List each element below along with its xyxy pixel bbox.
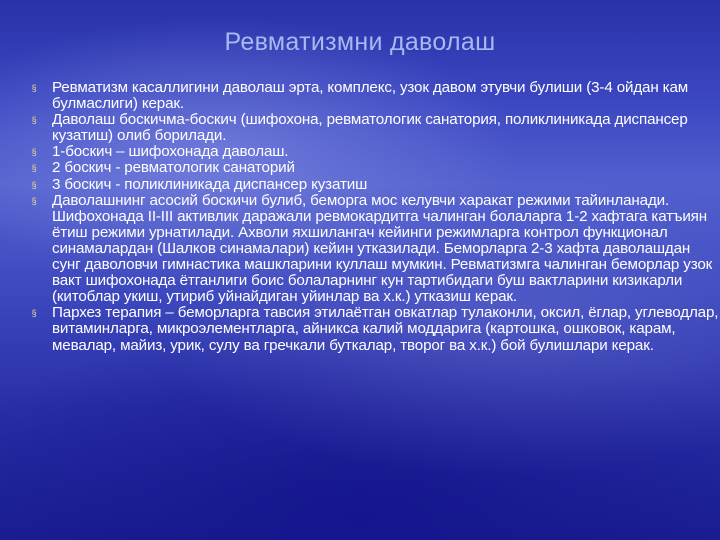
bullet-text: 1-боскич – шифохонада даволаш. bbox=[52, 143, 289, 161]
square-bullet-icon: § bbox=[31, 308, 37, 319]
square-bullet-icon: § bbox=[31, 163, 37, 174]
bullet-text: 2 боскич - ревматологик санаторий bbox=[52, 159, 295, 177]
bullet-list bbox=[30, 80, 720, 354]
square-bullet-icon: § bbox=[31, 179, 37, 190]
bullet-text: Пархез терапия – беморларга тавсия этилаётган овкатлар тулаконли, оксил, ёглар, углеводлар, витаминларга, микроэлементларга, айникса калий моддарига (картошка, ошковок, карам, мевалар, майиз, урик, сулу ва гречкали буткалар, творог ва х.к.) бой булишлари керак. bbox=[52, 304, 719, 354]
bullet-text: Даволашнинг асосий боскичи булиб, беморга мос келувчи харакат режими тайинланади. Шифохонада II-III активлик даражали ревмокардитга чалинган болаларга 1-2 хафтага катъиян ётиш режими урнатилади. Ахволи яхшилангач кейинги режимларга контрол функционал синамалардан (Шалков синамалари) кейин утказилади. Беморларга 2-3 хафта даволашдан сунг даволовчи гимнастика машкларини куллаш мумкин. Ревматизмга чалинган беморлар узок вакт шифохонада ётганлиги боис болаларнинг кун тартибидаги буш вактларини кизикарли (китоблар укиш, утириб уйнайдиган уйинлар ва х.к.) утказиш керак. bbox=[52, 191, 713, 306]
bullet-item bbox=[30, 144, 720, 160]
bullet-item bbox=[30, 112, 720, 144]
bullet-item bbox=[30, 177, 720, 193]
square-bullet-icon: § bbox=[31, 83, 37, 93]
bullet-item bbox=[30, 80, 720, 112]
square-bullet-icon: § bbox=[31, 147, 37, 158]
bullet-text: 3 боскич - поликлиникада диспансер кузатиш bbox=[52, 175, 368, 193]
bullet-item bbox=[30, 193, 720, 306]
bullet-text: Даволаш боскичма-боскич (шифохона, ревматологик санатория, поликлиникада диспансер кузатиш) олиб борилади. bbox=[52, 111, 688, 145]
bullet-item bbox=[30, 305, 720, 353]
slide-title: Ревматизмни даволаш bbox=[224, 28, 496, 56]
square-bullet-icon: § bbox=[31, 115, 37, 126]
bullet-item bbox=[30, 160, 720, 176]
square-bullet-icon: § bbox=[31, 195, 37, 206]
bullet-text: Ревматизм касаллигини даволаш эрта, комплекс, узок давом этувчи булиши (3-4 ойдан кам булмаслиги) керак. bbox=[52, 79, 689, 113]
